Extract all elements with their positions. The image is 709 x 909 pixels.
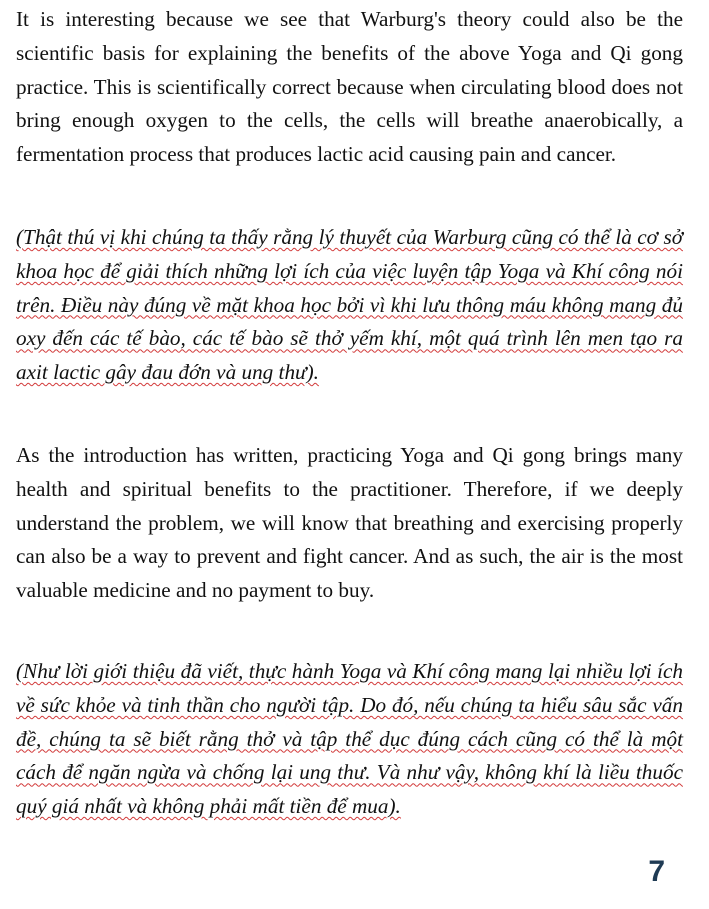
paragraph-vietnamese-1-text: (Thật thú vị khi chúng ta thấy rằng lý thuyết của Warburg cũng có thể là cơ sở khoa học để giải thích những lợi ích của việc luyện tập Yoga và Khí công nói trên. Điều này đúng về mặt khoa học bởi vì khi lưu thông máu không mang đủ oxy đến các tế bào, các tế bào sẽ thở yếm khí, một quá trình lên men tạo ra axit lactic gây đau đớn và ung thư). bbox=[16, 225, 683, 385]
paragraph-english-2: As the introduction has written, practicing Yoga and Qi gong brings many health and spiritual benefits to the practitioner. Therefore, if we deeply understand the problem, we will know that breathing and exercising properly can also be a way to prevent and fight cancer. And as such, the air is the most valuable medicine and no payment to buy. bbox=[16, 443, 683, 603]
page-number: 7 bbox=[648, 855, 665, 888]
paragraph-vietnamese-2-text: (Như lời giới thiệu đã viết, thực hành Yoga và Khí công mang lại nhiều lợi ích về sức khỏe và tinh thần cho người tập. Do đó, nếu chúng ta hiểu sâu sắc vấn đề, chúng ta sẽ biết rằng thở và tập thể dục đúng cách cũng có thể là một cách để ngăn ngừa và chống lại ung thư. Và như vậy, không khí là liều thuốc quý giá nhất và không phải mất tiền để mua). bbox=[16, 659, 683, 819]
paragraph-vietnamese-2 bbox=[16, 655, 683, 824]
paragraph-vietnamese-1 bbox=[16, 221, 683, 390]
paragraph-english-1: It is interesting because we see that Warburg's theory could also be the scientific basis for explaining the benefits of the above Yoga and Qi gong practice. This is scientifically correct because when circulating blood does not bring enough oxygen to the cells, the cells will breathe anaerobically, a fermentation process that produces lactic acid causing pain and cancer. bbox=[16, 7, 683, 167]
